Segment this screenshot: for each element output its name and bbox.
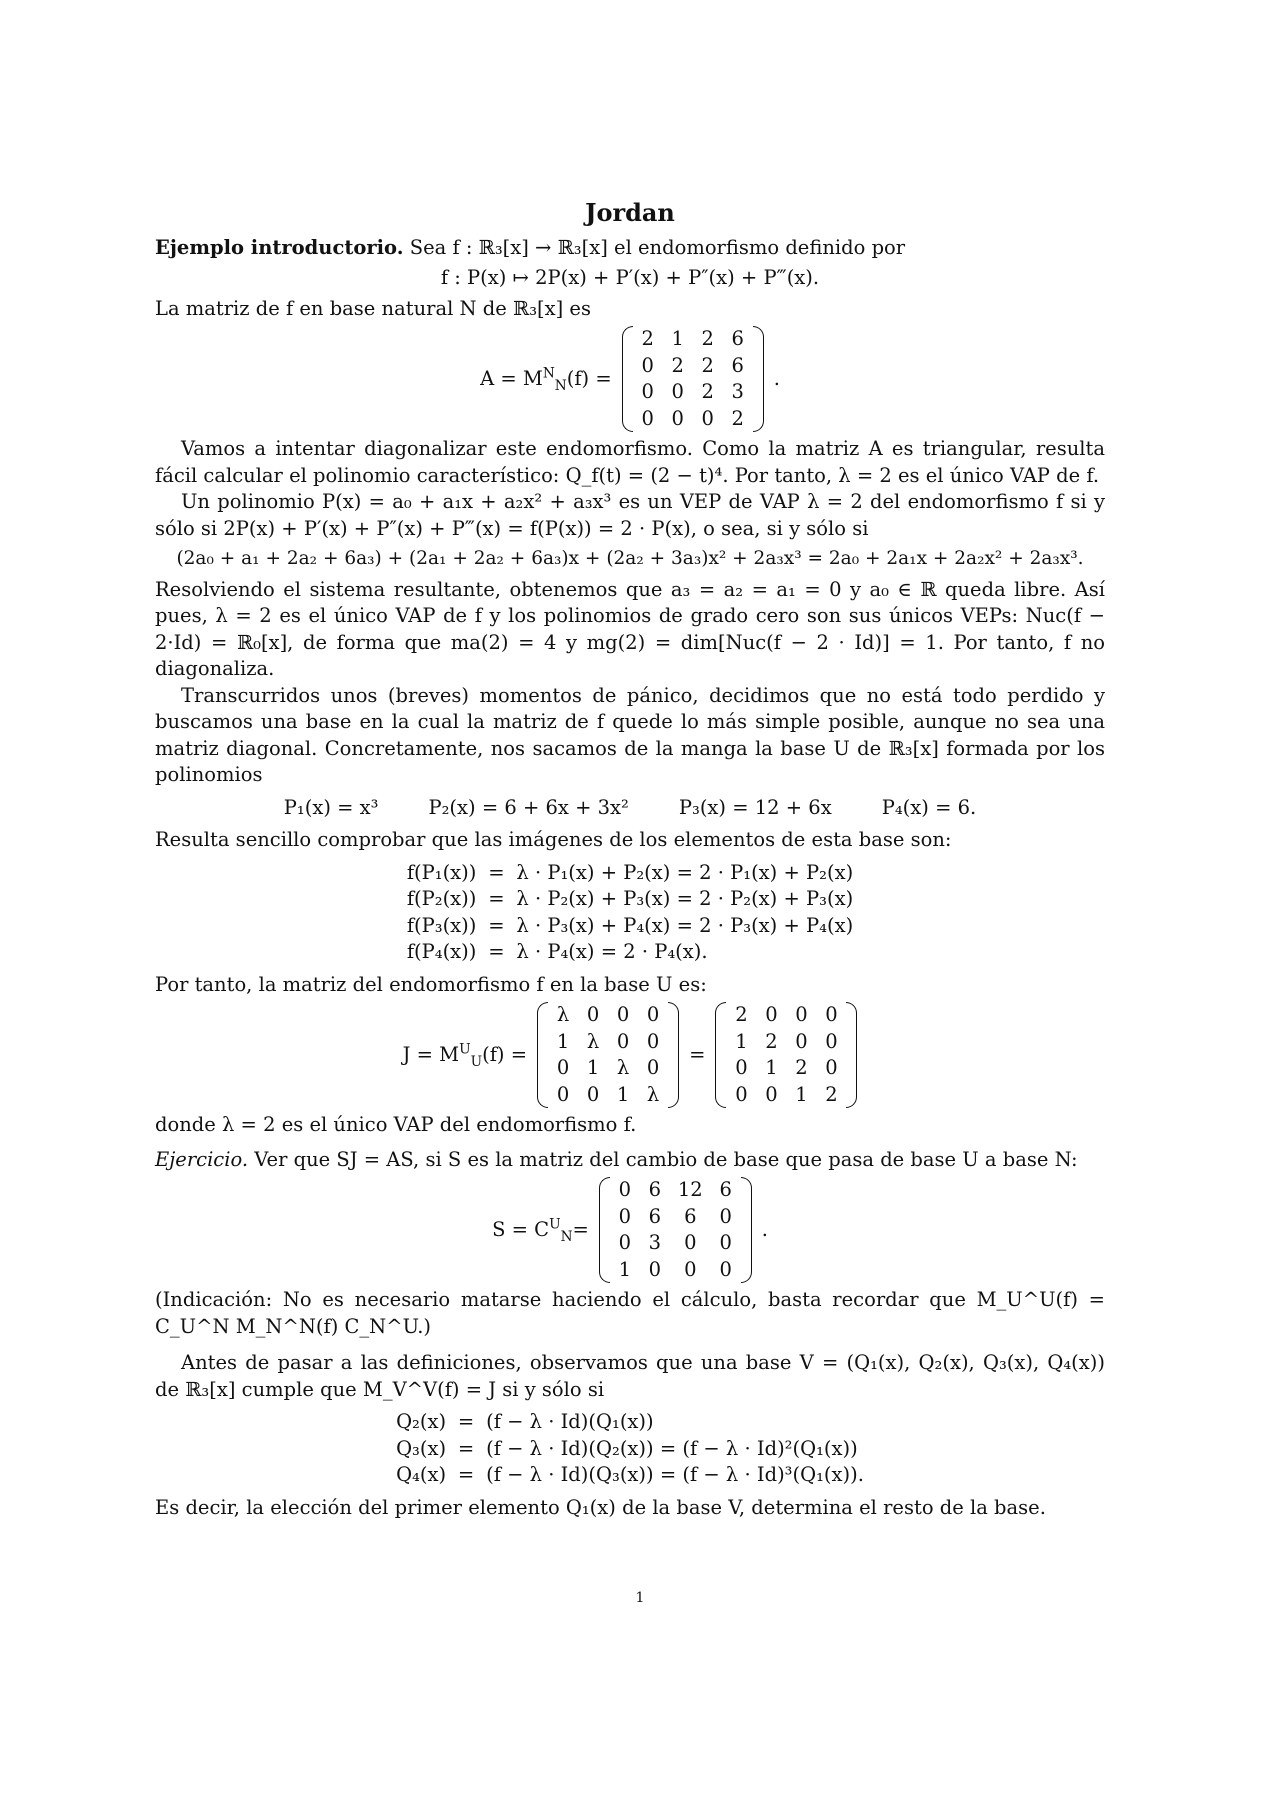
matrix-row (548, 1082, 668, 1109)
matrix-entry: λ (646, 1082, 660, 1106)
matrix-s-lhs: $S = C^U_N=$ (492, 1216, 589, 1245)
matrix-entry: 0 (825, 1056, 838, 1079)
q-rhs: (f − λ · Id)(Q₃(x)) = (f − λ · Id)³(Q₁(x)). (486, 1463, 864, 1486)
matrix-entry: 3 (731, 380, 744, 403)
matrix-entry: 12 (677, 1178, 703, 1201)
paragraph-lambda-note: donde λ = 2 es el único VAP del endomorfismo f. (155, 1113, 637, 1136)
matrix-entry: 2 (701, 353, 714, 377)
matrix-entry: 0 (616, 1003, 630, 1026)
image-rhs: λ · P₃(x) + P₄(x) = 2 · P₃(x) + P₄(x) (516, 913, 854, 937)
image-lhs: f(P₄(x)) (406, 940, 477, 963)
q-lhs: Q₃(x) (396, 1436, 447, 1460)
matrix-row (610, 1204, 741, 1231)
matrix-entry: 2 (765, 1029, 778, 1053)
image-rhs: λ · P₄(x) = 2 · P₄(x). (516, 940, 708, 963)
intro-heading: Ejemplo introductorio. (155, 235, 404, 259)
matrix-entry: 1 (671, 327, 684, 350)
matrix-entry: 1 (795, 1082, 808, 1106)
page-number: 1 (635, 1590, 645, 1606)
matrix-s-tail: . (761, 1217, 768, 1241)
matrix-j-display (155, 1002, 1105, 1108)
exercise-label: Ejercicio. (155, 1147, 249, 1171)
matrix-entry: 0 (719, 1231, 732, 1254)
matrix-entry: 2 (641, 327, 654, 350)
matrix-entry: 0 (556, 1082, 570, 1106)
matrix-row (610, 1177, 741, 1204)
matrix-entry: 2 (671, 353, 684, 377)
paragraph-matrix-j-intro: Por tanto, la matriz del endomorfismo f en la base U es: (155, 972, 707, 996)
matrix-j-equals: = (689, 1042, 706, 1066)
q-lhs: Q₂(x) (396, 1410, 447, 1433)
matrix-entry: 1 (586, 1056, 600, 1079)
matrix-row (726, 1055, 846, 1082)
paragraph-diagonalize: Vamos a intentar diagonalizar este endomorfismo. Como la matriz A es triangular, resulta fácil calcular el polinomio característico: Q_f(t) = (2 − t)⁴. Por tanto, λ = 2 es el único VAP de f. (155, 437, 1105, 487)
exercise-paragraph (155, 1147, 1105, 1174)
image-lhs: f(P₂(x)) (406, 887, 477, 910)
matrix-entry: 3 (648, 1231, 662, 1254)
matrix-entry: 6 (648, 1204, 662, 1228)
matrix-s-display (155, 1177, 1105, 1283)
matrix-entry: 6 (731, 353, 744, 377)
matrix-entry: 0 (701, 406, 714, 430)
q-rhs: (f − λ · Id)(Q₂(x)) = (f − λ · Id)²(Q₁(x)) (486, 1436, 858, 1460)
matrix-a-display (155, 326, 1105, 432)
matrix-entry: 1 (735, 1029, 748, 1053)
definition-equation: f : P(x) ↦ 2P(x) + P′(x) + P″(x) + P‴(x). (440, 266, 820, 289)
matrix-entry: 1 (765, 1056, 778, 1079)
page-title: Jordan (585, 198, 675, 227)
hint-paragraph: (Indicación: No es necesario matarse haciendo el cálculo, basta recordar que M_U^U(f) = C_U^N M_N^N(f) C_N^U.) (155, 1288, 1105, 1338)
matrix-a-lhs: $A = M^N_N(f)$ = (480, 365, 612, 394)
document-body (155, 200, 1105, 1521)
intro-paragraph (155, 235, 1105, 262)
paragraph-vep: Un polinomio P(x) = a₀ + a₁x + a₂x² + a₃x³ es un VEP de VAP λ = 2 del endomorfismo f si y sólo si 2P(x) + P′(x) + P″(x) + P‴(x) = f(P(x)) = 2 · P(x), o sea, si y sólo si (155, 490, 1105, 540)
paragraph-images-intro: Resulta sencillo comprobar que las imágenes de los elementos de esta base son: (155, 828, 952, 851)
paragraph-basis-u: Transcurridos unos (breves) momentos de pánico, decidimos que no está todo perdido y buscamos una base en la cual la matriz de f quede lo más simple posible, aunque no sea una matriz diagonal. Concretamente, nos sacamos de la manga la base U de ℝ₃[x] formada por los polinomios (155, 683, 1105, 786)
matrix-entry: 0 (586, 1003, 600, 1026)
polynomial-p3: P₃(x) = 12 + 6x (678, 795, 832, 819)
matrix-entry: 6 (731, 327, 744, 350)
paragraph-basis-v: Antes de pasar a las definiciones, observamos que una base V = (Q₁(x), Q₂(x), Q₃(x), Q₄(x)) de ℝ₃[x] cumple que M_V^V(f) = J si y sólo si (155, 1351, 1105, 1401)
matrix-entry: 2 (701, 327, 714, 350)
matrix-entry: 0 (671, 406, 684, 430)
matrix-entry: 0 (556, 1056, 570, 1079)
q-rhs: (f − λ · Id)(Q₁(x)) (486, 1410, 654, 1433)
matrix-entry: λ (586, 1029, 600, 1053)
matrix-row (548, 1002, 668, 1029)
matrix-entry: 0 (646, 1056, 660, 1079)
image-lhs: f(P₃(x)) (406, 913, 477, 937)
exercise-text: Ver que SJ = AS, si S es la matriz del cambio de base que pasa de base U a base N: (254, 1147, 1078, 1171)
matrix-entry: 0 (616, 1029, 630, 1053)
matrix-entry: 2 (795, 1056, 808, 1079)
matrix-entry: 2 (735, 1003, 748, 1026)
matrix-entry: 2 (731, 406, 744, 430)
matrix-entry: 0 (795, 1029, 808, 1053)
polynomial-p2: P₂(x) = 6 + 6x + 3x² (428, 795, 629, 819)
matrix-entry: 1 (616, 1082, 630, 1106)
matrix-entry: 0 (684, 1257, 697, 1281)
matrix-entry: 0 (648, 1257, 662, 1281)
matrix-entry: 0 (719, 1204, 732, 1228)
matrix-entry: 0 (735, 1082, 748, 1106)
matrix-entry: 0 (765, 1082, 778, 1106)
matrix-row (633, 326, 753, 353)
matrix-intro-text: La matriz de f en base natural N de ℝ₃[x] es (155, 296, 591, 320)
matrix-entry: 0 (825, 1029, 838, 1053)
long-equation: (2a₀ + a₁ + 2a₂ + 6a₃) + (2a₁ + 2a₂ + 6a₃)x + (2a₂ + 3a₃)x² + 2a₃x³ = 2a₀ + 2a₁x + 2a₂x² + 2a₃x³. (176, 548, 1084, 569)
matrix-entry: 6 (648, 1178, 662, 1201)
matrix-entry: 0 (641, 353, 654, 377)
polynomial-p4: P₄(x) = 6. (881, 795, 977, 819)
polynomial-p1: P₁(x) = x³ (283, 795, 379, 819)
image-rhs: λ · P₁(x) + P₂(x) = 2 · P₁(x) + P₂(x) (516, 860, 854, 884)
matrix-row (548, 1055, 668, 1082)
matrix-entry: 6 (719, 1178, 732, 1201)
matrix-entry: λ (616, 1056, 630, 1079)
matrix-entry: 6 (684, 1204, 697, 1228)
matrix-entry: 2 (701, 380, 714, 403)
matrix-row (726, 1082, 846, 1109)
matrix-entry: 0 (684, 1231, 697, 1254)
matrix-entry: 0 (735, 1056, 748, 1079)
matrix-entry: λ (556, 1003, 570, 1026)
matrix-entry: 0 (671, 380, 684, 403)
matrix-row (726, 1029, 846, 1056)
matrix-entry: 0 (646, 1029, 660, 1053)
matrix-entry: 0 (641, 380, 654, 403)
matrix-entry: 0 (618, 1231, 632, 1254)
matrix-row (633, 353, 753, 380)
matrix-entry: 0 (765, 1003, 778, 1026)
matrix-a (622, 326, 764, 432)
matrix-j-lhs: $J = M^U_U(f)$ = (402, 1041, 528, 1070)
matrix-entry: 0 (618, 1178, 632, 1201)
matrix-j-numeric (715, 1002, 857, 1108)
paragraph-conclusion: Es decir, la elección del primer elemento Q₁(x) de la base V, determina el resto de la base. (155, 1495, 1046, 1519)
matrix-entry: 0 (646, 1003, 660, 1026)
q-equations: Q₂(x) = (f − λ · Id)(Q₁(x)) Q₃(x) = (f − λ · Id)(Q₂(x)) = (f − λ · Id)²(Q₁(x)) Q₄(x) = (f − λ · Id)(Q₃(x)) = (f − λ · Id)³(Q₁(x)). (155, 1409, 1105, 1489)
image-lhs: f(P₁(x)) (406, 860, 477, 884)
q-lhs: Q₄(x) (396, 1463, 447, 1486)
matrix-row (548, 1029, 668, 1056)
matrix-row (633, 406, 753, 433)
image-rhs: λ · P₂(x) + P₃(x) = 2 · P₂(x) + P₃(x) (516, 887, 854, 910)
matrix-entry: 0 (618, 1204, 632, 1228)
matrix-entry: 2 (825, 1082, 838, 1106)
paragraph-solve: Resolviendo el sistema resultante, obtenemos que a₃ = a₂ = a₁ = 0 y a₀ ∈ ℝ queda libre. Así pues, λ = 2 es el único VAP de f y los polinomios de grado cero son sus únicos VEPs: Nuc(f − 2·Id) = ℝ₀[x], de forma que ma(2) = 4 y mg(2) = dim[Nuc(f − 2 · Id)] = 1. Por tanto, f no diagonaliza. (155, 577, 1105, 680)
matrix-row (610, 1230, 741, 1257)
matrix-a-tail: . (773, 366, 780, 390)
matrix-entry: 1 (556, 1029, 570, 1053)
matrix-entry: 0 (825, 1003, 838, 1026)
matrix-entry: 0 (795, 1003, 808, 1026)
matrix-row (726, 1002, 846, 1029)
matrix-j-lambda (537, 1002, 679, 1108)
matrix-entry: 0 (719, 1257, 732, 1281)
matrix-row (633, 379, 753, 406)
matrix-entry: 1 (618, 1257, 632, 1281)
polynomials-row (155, 795, 1105, 822)
images-equations: f(P₁(x)) = λ · P₁(x) + P₂(x) = 2 · P₁(x) + P₂(x) f(P₂(x)) = λ · P₂(x) + P₃(x) = 2 · P₂(x) + P₃(x) f(P₃(x)) = λ · P₃(x) + P₄(x) = 2 · P₃(x) + P₄(x) f(P₄(x)) = λ · P₄(x) = 2 · P₄(x). (155, 860, 1105, 966)
matrix-s (599, 1177, 752, 1283)
intro-lead: Sea f : ℝ₃[x] → ℝ₃[x] el endomorfismo definido por (409, 235, 906, 259)
matrix-entry: 0 (586, 1082, 600, 1106)
matrix-entry: 0 (641, 406, 654, 430)
matrix-row (610, 1257, 741, 1284)
